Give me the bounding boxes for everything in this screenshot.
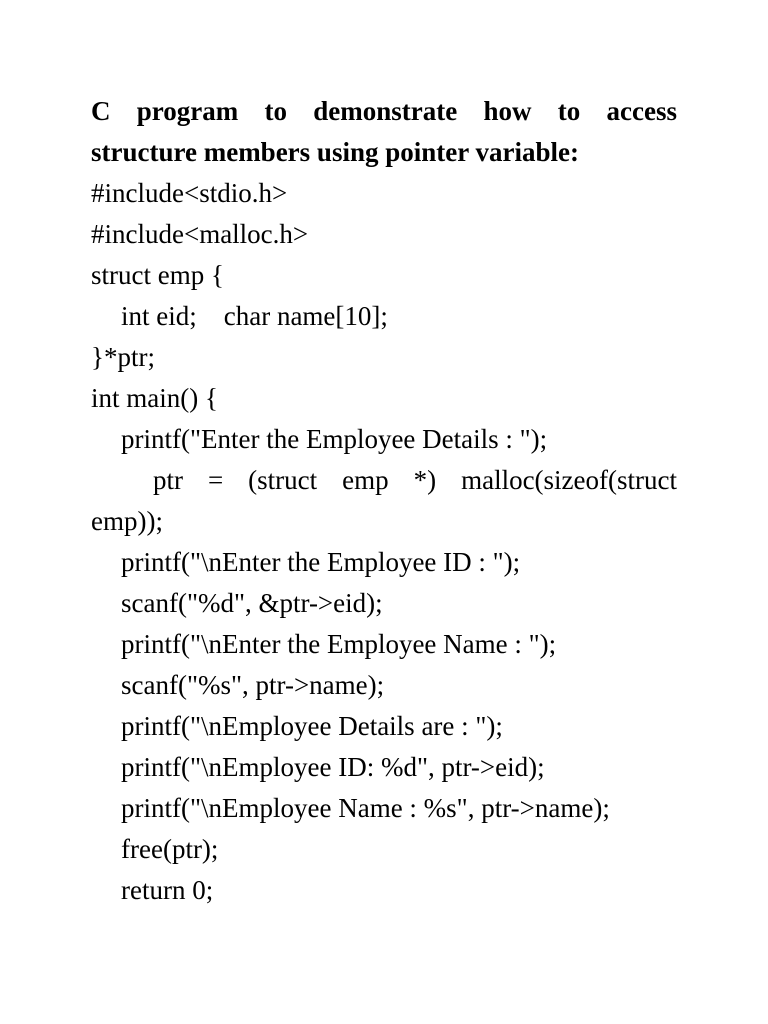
code-line-struct-close: }*ptr; [91,342,155,372]
code-line-malloc-continued: emp)); [91,506,163,536]
heading-line-1: C program to demonstrate how to access [91,96,677,126]
code-line-printf-enter-id: printf("\nEnter the Employee ID : "); [121,547,521,577]
code-line-malloc: ptr = (struct emp *) malloc(sizeof(struct [153,465,677,495]
code-line-printf-name: printf("\nEmployee Name : %s", ptr->name); [121,793,610,823]
heading-line-2: structure members using pointer variable: [91,137,579,167]
document-page [91,91,677,911]
code-line-struct-open: struct emp { [91,260,224,290]
code-line-return: return 0; [121,875,214,905]
code-listing [91,173,677,911]
document-heading [91,91,677,173]
code-line-scanf-id: scanf("%d", &ptr->eid); [121,588,383,618]
code-line-free: free(ptr); [121,834,219,864]
code-line-include-malloc: #include<malloc.h> [91,219,309,249]
code-line-printf-details: printf("Enter the Employee Details : "); [121,424,548,454]
code-line-printf-id: printf("\nEmployee ID: %d", ptr->eid); [121,752,545,782]
code-line-printf-enter-name: printf("\nEnter the Employee Name : "); [121,629,557,659]
code-line-main-open: int main() { [91,383,218,413]
code-line-include-stdio: #include<stdio.h> [91,178,288,208]
code-line-scanf-name: scanf("%s", ptr->name); [121,670,385,700]
code-line-printf-details-are: printf("\nEmployee Details are : "); [121,711,503,741]
code-line-struct-members: int eid; char name[10]; [121,301,388,331]
